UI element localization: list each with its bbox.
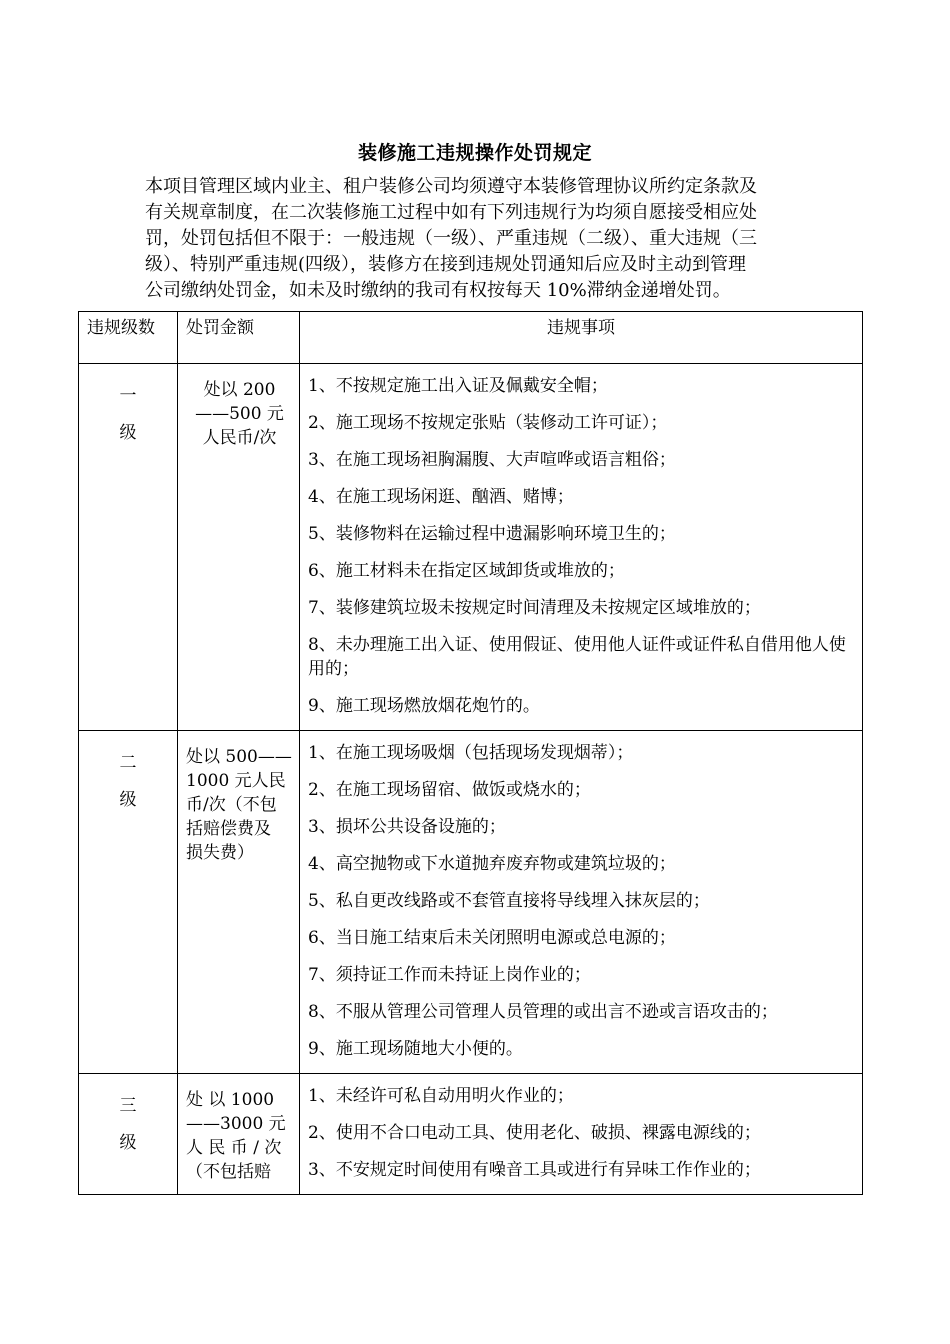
list-item: 1、在施工现场吸烟（包括现场发现烟蒂）； [308, 743, 634, 763]
table-header-row [79, 312, 863, 364]
list-item: 5、装修物料在运输过程中遗漏影响环境卫生的； [308, 524, 676, 544]
amount-line: 处以 200 [203, 380, 276, 400]
level-cell [79, 731, 178, 1074]
level-char: 级 [119, 423, 137, 443]
amount-line: ——500 元 [195, 404, 284, 424]
list-item: 3、损坏公共设备设施的； [308, 817, 506, 837]
list-item: 5、私自更改线路或不套管直接将导线埋入抹灰层的； [308, 891, 710, 911]
items-cell [300, 364, 863, 731]
list-item: 9、施工现场随地大小便的。 [308, 1039, 523, 1059]
table-row-level-3 [79, 1074, 863, 1195]
amount-line: 1000 元人民 [186, 771, 286, 791]
table-row-level-2 [79, 731, 863, 1074]
list-item: 2、施工现场不按规定张贴（装修动工许可证）； [308, 413, 668, 433]
intro-line: 罚，处罚包括但不限于：一般违规（一级）、严重违规（二级）、重大违规（三 [145, 228, 757, 249]
list-item: 6、施工材料未在指定区域卸货或堆放的； [308, 561, 625, 581]
amount-line: 括赔偿费及 [186, 819, 271, 839]
intro-line: 本项目管理区域内业主、租户装修公司均须遵守本装修管理协议所约定条款及 [145, 176, 757, 197]
items-cell [300, 1074, 863, 1195]
list-item: 7、装修建筑垃圾未按规定时间清理及未按规定区域堆放的； [308, 598, 761, 618]
header-level: 违规级数 [79, 312, 178, 364]
list-item: 1、不按规定施工出入证及佩戴安全帽； [308, 376, 608, 396]
list-item: 2、使用不合口电动工具、使用老化、破损、裸露电源线的； [308, 1123, 761, 1143]
amount-line: 处以 500—— [186, 747, 292, 767]
intro-line: 级）、特别严重违规(四级），装修方在接到违规处罚通知后应及时主动到管理 [145, 254, 747, 275]
list-item: 4、在施工现场闲逛、酗酒、赌博； [308, 487, 574, 507]
amount-line: 人民币/次 [202, 428, 277, 448]
level-cell [79, 364, 178, 731]
items-cell [300, 731, 863, 1074]
list-item: 7、须持证工作而未持证上岗作业的； [308, 965, 591, 985]
intro-line: 公司缴纳处罚金，如未及时缴纳的我司有权按每天 10%滞纳金递增处罚。 [145, 280, 731, 301]
amount-line: 人 民 币 / 次 [186, 1138, 282, 1158]
level-cell [79, 1074, 178, 1195]
amount-cell [178, 1074, 300, 1195]
level-char: 三 [119, 1096, 137, 1116]
list-item: 8、未办理施工出入证、使用假证、使用他人证件或证件私自借用他人使用的； [308, 635, 846, 679]
list-item: 9、施工现场燃放烟花炮竹的。 [308, 696, 540, 716]
document-title: 装修施工违规操作处罚规定 [357, 142, 592, 164]
list-item: 4、高空抛物或下水道抛弃废弃物或建筑垃圾的； [308, 854, 676, 874]
header-items: 违规事项 [300, 312, 863, 364]
level-char: 一 [119, 386, 137, 406]
level-char: 二 [119, 753, 137, 773]
amount-cell [178, 364, 300, 731]
penalty-table [78, 311, 863, 1195]
amount-line: （不包括赔 [186, 1162, 271, 1182]
amount-line: 损失费） [186, 843, 254, 863]
level-char: 级 [119, 790, 137, 810]
intro-paragraph [145, 174, 815, 304]
list-item: 8、不服从管理公司管理人员管理的或出言不逊或言语攻击的； [308, 1002, 778, 1022]
list-item: 1、未经许可私自动用明火作业的； [308, 1086, 574, 1106]
header-amount: 处罚金额 [178, 312, 300, 364]
amount-cell [178, 731, 300, 1074]
level-char: 级 [119, 1133, 137, 1153]
list-item: 2、在施工现场留宿、做饭或烧水的； [308, 780, 591, 800]
list-item: 3、在施工现场袒胸漏腹、大声喧哗或语言粗俗； [308, 450, 676, 470]
intro-line: 有关规章制度，在二次装修施工过程中如有下列违规行为均须自愿接受相应处 [145, 202, 757, 223]
list-item: 3、不安规定时间使用有噪音工具或进行有异味工作作业的； [308, 1160, 761, 1180]
amount-line: 币/次（不包 [186, 795, 277, 815]
list-item: 6、当日施工结束后未关闭照明电源或总电源的； [308, 928, 676, 948]
amount-line: 处 以 1000 [186, 1090, 275, 1110]
table-row-level-1 [79, 364, 863, 731]
amount-line: ——3000 元 [186, 1114, 286, 1134]
